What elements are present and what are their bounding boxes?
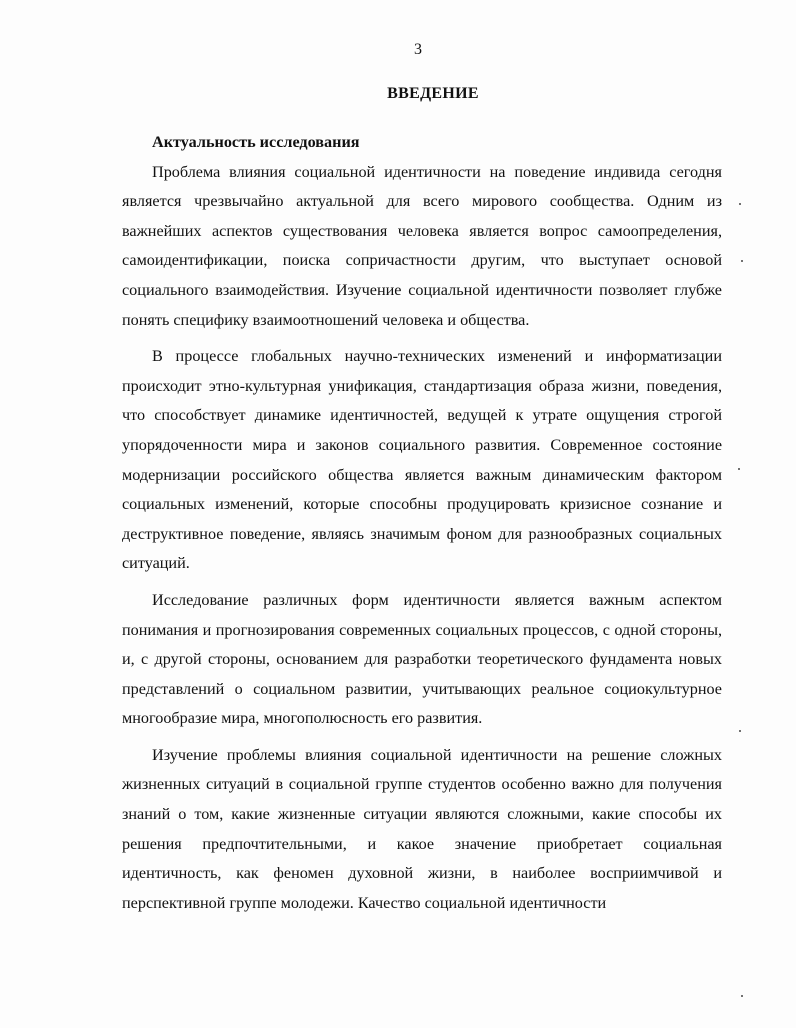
section-title: ВВЕДЕНИЕ <box>387 85 479 102</box>
paragraph-gap <box>122 734 722 741</box>
paragraph-1: Проблема влияния социальной идентичности на поведение индивида сегодня является чрезвычайно актуальной для всего мирового сообщества. Одним из важнейших аспектов существования человека является вопрос самоопределения, самоидентификации, поиска сопричастности другим, что выступает основой социального взаимодействия. Изучение социальной идентичности позволяет глубже понять специфику взаимоотношений человека и общества. <box>122 162 722 329</box>
paragraph-4: Изучение проблемы влияния социальной идентичности на решение сложных жизненных ситуаций в социальной группе студентов особенно важно для получения знаний о том, какие жизненные ситуации являются сложными, какие способы их решения предпочтительными, и какое значение приобретает социальная идентичность, как феномен духовной жизни, в наиболее восприимчивой и перспективной группе молодежи. Качество социальной идентичности <box>122 745 722 912</box>
scan-speck <box>739 203 741 205</box>
paragraph-3: Исследование различных форм идентичности является важным аспектом понимания и прогнозирования современных социальных процессов, с одной стороны, и, с другой стороны, основанием для разработки теоретического фундамента новых представлений о социальном развитии, учитывающих реальное социокультурное многообразие мира, многополюсность его развития. <box>122 590 722 728</box>
paragraph-2: В процессе глобальных научно-технических изменений и информатизации происходит этно-культурная унификация, стандартизация образа жизни, поведения, что способствует динамике идентичностей, ведущей к утрате ощущения строгой упорядоченности мира и законов социального развития. Современное состояние модернизации российского общества является важным динамическим фактором социальных изменений, которые способны продуцировать кризисное сознание и деструктивное поведение, являясь значимым фоном для разнообразных социальных ситуаций. <box>122 347 722 573</box>
scan-speck <box>741 260 743 262</box>
body-text <box>122 128 722 918</box>
subheading: Актуальность исследования <box>152 133 360 151</box>
page-number: 3 <box>414 41 422 58</box>
paragraph-gap <box>122 579 722 586</box>
scan-speck <box>741 995 743 997</box>
paragraph-gap <box>122 335 722 342</box>
scan-speck <box>739 730 741 732</box>
scan-speck <box>738 468 740 470</box>
